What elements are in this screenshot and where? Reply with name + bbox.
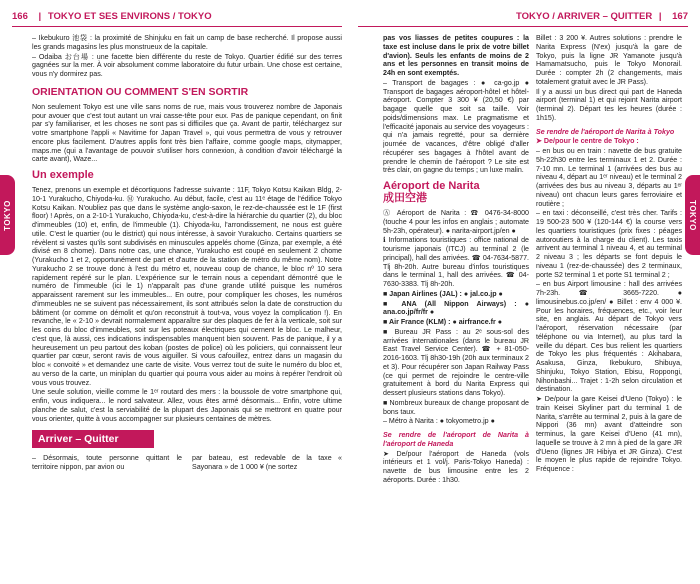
header-rule-right [358, 26, 688, 27]
subheading-narita-haneda: Se rendre de l'aéroport de Narita à l'aéroport de Haneda [383, 431, 529, 448]
subheading-tokyo-center: ➤ De/pour le centre de Tokyo : [536, 137, 639, 146]
right-page-column-2 [536, 34, 682, 580]
bottom-text-right: par bateau, est redevable de la taxe « Sayonara » de 1 000 ¥ (ne sortez [192, 454, 342, 471]
entry-jal: ■ Japan Airlines (JAL) : ● jal.co.jp ● [383, 289, 503, 298]
entry-exchange: ■ Nombreux bureaux de change proposant de bons taux. [383, 398, 529, 416]
side-tab-right-label: TOKYO [688, 199, 697, 231]
page-number-left: 166 [12, 11, 28, 22]
paragraph-keisei: ➤ De/pour la gare Keisei d'Ueno (Tokyo) : le train Keisei Skyliner part du terminal 1 de Narita, s'arrête au terminal 2, puis à la gare de Nippori (36 mn) avant d'atteindre son terminus, la gare Keisei d'Ueno (41 mn), laquelle se trouve à 2 mn à pied de la gare JR d'Ueno (lignes JR Hibiya et JR Ginza). C'est le moyen le plus rapide de rejoindre Tokyo. Fréquence : [536, 395, 682, 473]
entry-ana: ■ ANA (All Nippon Airways) : ● ana.co.jp/fr/fr ● [383, 299, 529, 317]
header-right [516, 11, 688, 22]
side-tab-left-label: TOKYO [3, 199, 12, 231]
paragraph-direct-bus: Il y a aussi un bus direct qui part de Haneda airport (terminal 1) et qui rejoint Narita airport (terminal 2). Départ tes les heures (durée : 1h15). [536, 87, 682, 122]
paragraph-compass: Une seule solution, vieille comme le 1ᵉʳ routard des mers : la boussole de votre smartphone qui, enfin, vous indiquera... le nord salvateur. Allez, vous êtes armé désormais... Enfin, votre ultime planche de salut, c'est la serviabilité de la plupart des Japonais qui se mettront en quatre pour vous orienter, quitte à vous accompagner sur plusieurs centaines de mètres. [32, 388, 342, 423]
entry-air-france: ■ Air France (KLM) : ● airfrance.fr ● [383, 318, 503, 326]
subheading-narita-tokyo: Se rendre de l'aéroport de Narita à Tokyo [536, 127, 675, 136]
paragraph-limousine-bus: – en bus Airport limousine : hall des arrivées 7h-23h. ☎ 3665-7220. ● limousinebus.co.jp/en/ ● Billet : env 4 000 ¥. Pour les horaires, fréquences, etc., voir leur site, en anglais. Au départ de Tokyo vers l'aéroport, réservation nécessaire (par téléphone ou via Internet), au plus tard la veille du départ. Ces bus relient les quartiers de Tokyo les plus fréquentés : Akihabara, Asakusa, Ginza, Ikebukuro, Shibuya, Shinjuku, Tokyo Station, Ebisu, Roppongi, Nihonbashi... Trajet : 1-2h selon circulation et destination. [536, 280, 682, 394]
paragraph-odaiba: – Odaiba お台場 : une facette bien différente du reste de Tokyo. Quartier édifié sur des terres gagnées sur la mer. À voir absolument comme laboratoire du futur urbain. Une chose est certaine, vous n'y dormirez pas. [32, 52, 342, 78]
entry-airport: Ⓐ Aéroport de Narita : ☎ 0476-34-8000 (touche 4 pour les infos en anglais ; automate 5h-23h, opérateur). ● narita-airport.jp/en ● [383, 209, 529, 235]
left-page-column [32, 34, 342, 580]
header-rule-left [12, 26, 342, 27]
paragraph-tax: pas vos liasses de petites coupures : la taxe est incluse dans le prix de votre billet d'avion). Seuls les enfants de moins de 2 ans et les personnes en transit moins de 24h en sont exemptés. [383, 34, 529, 77]
heading-example: Un exemple [32, 169, 94, 181]
running-title-left: TOKYO ET SES ENVIRONS / TOKYO [47, 11, 212, 22]
page-number-right: 167 [672, 11, 688, 22]
paragraph-example: Tenez, prenons un exemple et décortiquons l'adresse suivante : 11F, Tokyo Kotsu Kaikan Bldg, 2-10-1 Yurakucho, Chiyoda-ku. Ⓜ Yurakucho. Au début, facile, c'est au 11ᵉ étage de l'édifice Tokyo Kotsu Kaikan. N'oubliez pas que dans le système anglo-saxon, le rez-de-chaussée est le 1F (first floor) ! Après, on a 2-10-1 Yurakucho, Chiyoda-ku, c'est-à-dire la hiérarchie du quartier (2), du bloc d'immeubles (10) et, enfin, de l'immeuble (1). Chiyoda-ku, l'arrondissement, ne nous est guère utile. C'est le quartier (ou le district) qui nous intéresse, à savoir Yurakucho. Certains quartiers se révèlent si vastes qu'ils sont subdivisés en minuscules appelés chome (Ginza, par exemple, a été divisé en 8 chome). Dans notre cas, une chance, Yurakucho est coupé en seulement 2 chome (Yurakucho 1 et 2, opportunément de part et d'autre de la station de métro du même nom). Notre Yurakucho 2 se trouve donc à l'est du métro et, nouveau coup de chance, le bloc nº 10 sera rapidement repéré sur le plan. L'expérience sur le terrain nous a cependant démontré que le numéro de l'immeuble (ici le 1) n'apparaît pas d'une grande utilité puisque les numéros apparaissent rarement sur les immeubles... En outre, pour compliquer les choses, les numéros d'immeubles ne se suivent pas nécessairement, ils sont attribués selon la date de construction du bâtiment (or comme on démolit et qu'on reconstruit à tout-va, vous voyez la complication !). En revanche, le « 2-10 » devrait normalement apparaître sur des plaques de fer à la verticale, soit sur les coins du bloc d'immeubles, soit sur les poteaux électriques qui cernent le bloc. Le malheur, c'est que, là aussi, ces indications indispensables manquent bien souvent. Pas de panique, il y a heureusement un peu partout des koban (postes de police) où les policiers, qui connaissent leur quartier par cœur, seront ravis de vous aiguiller. Si vous cafouillez, entrez dans un magasin du bloc « convoité » et demandez une carte de visite. Vous verrez tout de suite le numéro du bloc et, au verso de la carte, un miniplan du quartier qui pourra vous aider au moins à repérer l'endroit où vous vous trouvez. [32, 186, 342, 387]
paragraph-baggage: – Transport de bagages : ● ca-go.jp ● Transport de bagages aéroport-hôtel et hôtel-aéroport. Compter 3 300 ¥ (20,50 €) par bagage quelle que soit sa taille. Voir poids/dimensions max. Le pragmatisme et l'efficacité japonais au service des voyageurs : qui n'a jamais regretté, pour sa dernière journée de vacances, d'être obligé d'aller récupérer ses bagages à l'hôtel avant de prendre le chemin de l'aéroport ? Le site est très clair, on gagne du temps ; un luxe malin. [383, 78, 529, 175]
header-separator-left: | [38, 11, 42, 22]
header-left [12, 11, 212, 22]
heading-narita-title: Aéroport de Narita [383, 180, 480, 192]
bottom-two-column [32, 454, 342, 472]
paragraph-orientation: Non seulement Tokyo est une ville sans noms de rue, mais vous trouverez nombre de Japonais pour avouer que c'est tout autant un vrai casse-tête pour eux. Pas de panique cependant, on finit par s'y familiariser, et les choses ne sont pas si difficiles que ça. Avant de partir, téléchargez sur votre smartphone l'appli « Navitime for Japan Travel », qui vous permettra de vous y retrouver encore plus facilement. D'autres applis font très bien l'affaire, comme google maps, citymapper, maps.me (qui a l'avantage de pouvoir s'utiliser hors connexion, à condition d'avoir téléchargé la carte avant), Waze... [32, 102, 342, 164]
heading-narita [383, 180, 529, 204]
entry-tourist-info: ℹ Informations touristiques : office national de tourisme japonais (ITCJ) au terminal 2 (le principal), hall des arrivées. ☎ 04-7634-5877. Tlj 8h-20h. Autre bureau d'infos touristiques dans le terminal 1, hall des arrivées. ☎ 04-7630-3383. Tlj 8h-20h. [383, 236, 529, 288]
right-page-column-1 [383, 34, 529, 580]
heading-narita-japanese: 成田空港 [383, 192, 427, 204]
paragraph-haneda-bus: ➤ De/pour l'aéroport de Haneda (vols intérieurs et 1 vol/j. Paris-Tokyo Haneda) : navette de bus limousine entre les 2 aéroports. Durée : 1h30. [383, 449, 529, 484]
paragraph-bus-train: – en bus ou en train : navette de bus gratuite 5h-22h30 entre les terminaux 1 et 2. Durée : 7-10 mn. Le terminal 1 (arrivées des bus au niveau 4, départ au 1ᵉʳ niveau) et le terminal 2 (arrivées des bus au niveau 3, départs au 1ᵉʳ niveau) ont chacun leurs gares ferroviaire et routière ; [536, 147, 682, 208]
heading-arriver-quitter: Arriver – Quitter [32, 430, 154, 448]
paragraph-taxi: – en taxi : déconseillé, c'est très cher. Tarifs : 19 500-23 500 ¥ (120-144 €) la course vers les quartiers touristiques (prix fixes : péages autoroutiers à la charge du client). Les taxis arrivent au terminal 1 niveau 4, et au terminal 2 niveau 3 ; les départs se font depuis le niveau 1 (rez-de-chaussée) des 2 terminaux, porte S2 terminal 1 et porte S1 terminal 2 ; [536, 209, 682, 279]
header-separator-right: | [658, 11, 662, 22]
bottom-text-left: – Désormais, toute personne quittant le territoire nippon, par avion ou [32, 454, 182, 471]
paragraph-haneda-options: Billet : 3 200 ¥. Autres solutions : prendre le Narita Express (N'ex) jusqu'à la gare de Tokyo, puis la ligne JR Yamanote jusqu'à Hamamatsucho, puis le Tokyo Monorail. Durée : compter 2h (2 changements, mais totalement gratuit avec le JR Pass). [536, 34, 682, 86]
entry-metro: – Métro à Narita : ● tokyometro.jp ● [383, 417, 495, 426]
paragraph-ikebukuro: – Ikebukuro 池袋 : la proximité de Shinjuku en fait un camp de base recherché. Il propose aussi les grands magasins les plus monstrueux de la capitale. [32, 34, 342, 51]
entry-jr-pass: ■ Bureau JR Pass : au 2ᵉ sous-sol des arrivées internationales (dans le bureau JR East Travel Service Center). ☎ + 81-050-2016-1603. Tlj 8h30-19h (20h aux terminaux 2 et 3). Pour récupérer son Japan Railway Pass (ce qui permet de rejoindre le centre-ville gratuitement à bord du Narita Express qui dessert plusieurs stations dans Tokyo). [383, 327, 529, 397]
running-title-right: TOKYO / ARRIVER – QUITTER [516, 11, 653, 22]
heading-orientation: ORIENTATION OU COMMENT S'EN SORTIR [32, 85, 249, 98]
